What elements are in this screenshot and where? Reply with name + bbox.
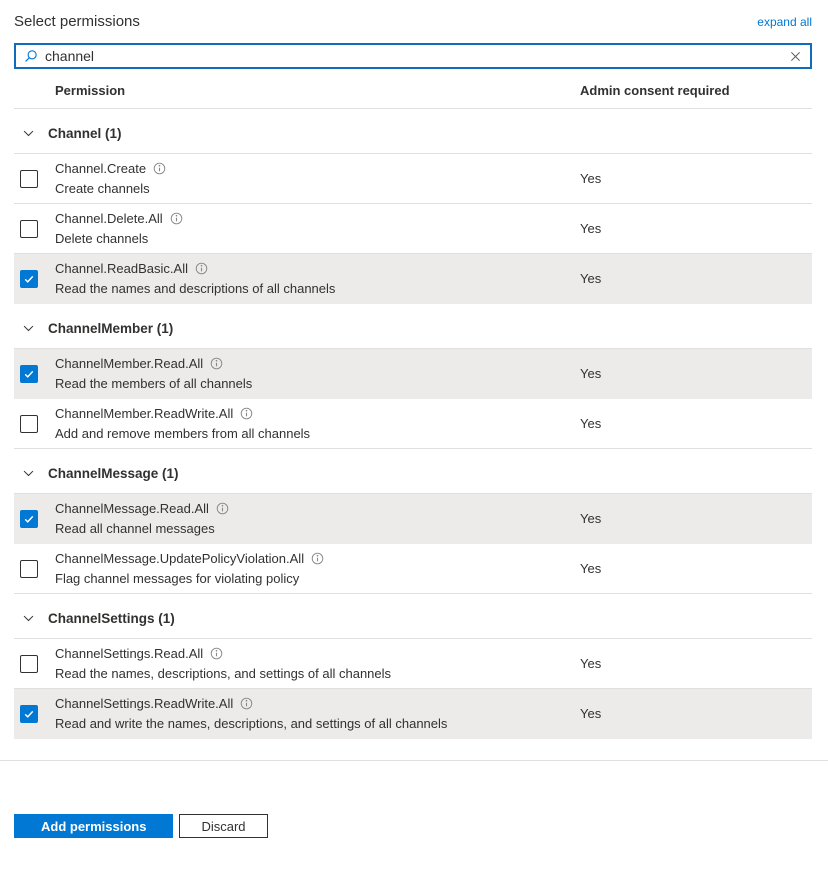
permission-name: ChannelSettings.ReadWrite.All — [55, 696, 234, 711]
page-title: Select permissions — [14, 13, 140, 30]
permission-description: Read and write the names, descriptions, and settings of all channels — [55, 716, 448, 731]
permission-checkbox[interactable] — [20, 270, 38, 288]
chevron-down-icon[interactable] — [22, 612, 35, 625]
permission-row — [14, 639, 812, 689]
permission-row — [14, 254, 812, 304]
permission-name: Channel.Delete.All — [55, 211, 163, 226]
permission-group — [14, 611, 812, 739]
permission-checkbox[interactable] — [20, 560, 38, 578]
permission-row — [14, 494, 812, 544]
info-icon[interactable] — [210, 357, 223, 370]
permission-row — [14, 399, 812, 449]
permission-name: ChannelMember.Read.All — [55, 356, 204, 371]
column-header-permission: Permission — [55, 83, 126, 98]
permission-description: Read the members of all channels — [55, 376, 253, 391]
group-header[interactable] — [14, 321, 812, 349]
info-icon[interactable] — [216, 502, 229, 515]
permission-checkbox[interactable] — [20, 365, 38, 383]
permission-checkbox[interactable] — [20, 705, 38, 723]
group-header[interactable] — [14, 466, 812, 494]
admin-consent-value: Yes — [580, 221, 602, 236]
permission-checkbox[interactable] — [20, 170, 38, 188]
chevron-down-icon[interactable] — [22, 322, 35, 335]
search-box[interactable] — [14, 43, 812, 69]
permission-description: Read all channel messages — [55, 521, 215, 536]
group-header[interactable] — [14, 611, 812, 639]
admin-consent-value: Yes — [580, 511, 602, 526]
permission-row — [14, 544, 812, 594]
permission-description: Flag channel messages for violating policy — [55, 571, 300, 586]
group-label: ChannelSettings (1) — [48, 611, 175, 626]
permission-row — [14, 154, 812, 204]
permission-checkbox[interactable] — [20, 655, 38, 673]
chevron-down-icon[interactable] — [22, 467, 35, 480]
admin-consent-value: Yes — [580, 366, 602, 381]
permission-name: ChannelMessage.UpdatePolicyViolation.All — [55, 551, 305, 566]
discard-button[interactable]: Discard — [179, 814, 267, 838]
admin-consent-value: Yes — [580, 706, 602, 721]
column-header-admin-consent: Admin consent required — [580, 83, 730, 98]
permission-group — [14, 466, 812, 594]
info-icon[interactable] — [153, 162, 166, 175]
expand-all-link[interactable]: expand all — [757, 15, 812, 29]
group-header[interactable] — [14, 126, 812, 154]
group-label: Channel (1) — [48, 126, 122, 141]
admin-consent-value: Yes — [580, 171, 602, 186]
permission-groups — [14, 126, 812, 739]
group-label: ChannelMember (1) — [48, 321, 174, 336]
info-icon[interactable] — [311, 552, 324, 565]
admin-consent-value: Yes — [580, 416, 602, 431]
permission-name: ChannelSettings.Read.All — [55, 646, 204, 661]
permission-group — [14, 321, 812, 449]
info-icon[interactable] — [195, 262, 208, 275]
admin-consent-value: Yes — [580, 271, 602, 286]
permission-name: Channel.ReadBasic.All — [55, 261, 188, 276]
info-icon[interactable] — [240, 407, 253, 420]
admin-consent-value: Yes — [580, 656, 602, 671]
table-header — [14, 69, 812, 109]
permission-description: Create channels — [55, 181, 150, 196]
group-label: ChannelMessage (1) — [48, 466, 179, 481]
permission-row — [14, 349, 812, 399]
footer-divider — [0, 760, 828, 761]
search-input[interactable] — [45, 45, 781, 67]
info-icon[interactable] — [210, 647, 223, 660]
permission-checkbox[interactable] — [20, 510, 38, 528]
permission-name: ChannelMember.ReadWrite.All — [55, 406, 234, 421]
permission-group — [14, 126, 812, 304]
permission-name: Channel.Create — [55, 161, 147, 176]
permission-description: Read the names and descriptions of all channels — [55, 281, 336, 296]
admin-consent-value: Yes — [580, 561, 602, 576]
permission-name: ChannelMessage.Read.All — [55, 501, 209, 516]
permission-description: Add and remove members from all channels — [55, 426, 311, 441]
permission-checkbox[interactable] — [20, 415, 38, 433]
info-icon[interactable] — [240, 697, 253, 710]
permission-description: Delete channels — [55, 231, 149, 246]
chevron-down-icon[interactable] — [22, 127, 35, 140]
info-icon[interactable] — [170, 212, 183, 225]
search-icon — [24, 49, 38, 63]
permission-description: Read the names, descriptions, and settings of all channels — [55, 666, 392, 681]
permission-row — [14, 204, 812, 254]
permission-checkbox[interactable] — [20, 220, 38, 238]
clear-search-icon[interactable] — [781, 51, 810, 62]
permission-row — [14, 689, 812, 739]
add-permissions-button[interactable]: Add permissions — [14, 814, 173, 838]
